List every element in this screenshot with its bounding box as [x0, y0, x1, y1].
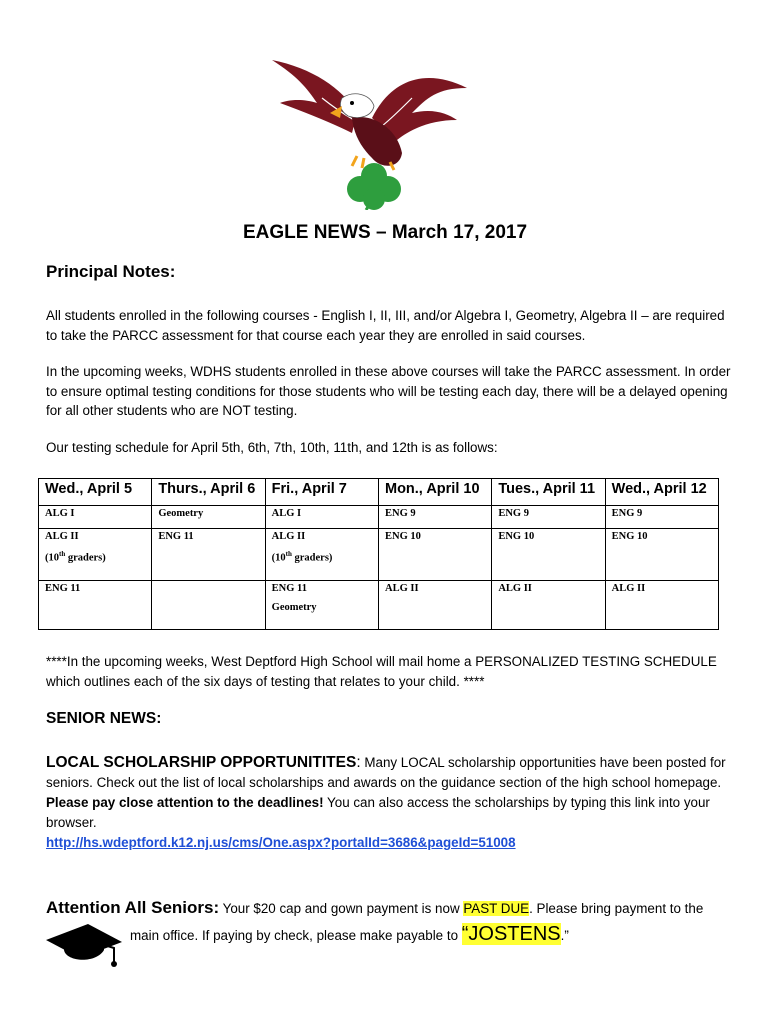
table-cell: [39, 529, 152, 580]
table-row: [39, 505, 719, 529]
cell-line: ALG II: [271, 531, 306, 543]
table-header-cell: Mon., April 10: [378, 479, 491, 506]
table-header-row: [39, 479, 719, 506]
cell-line: Geometry: [271, 601, 317, 613]
table-cell: ENG 10: [378, 529, 491, 580]
table-header-cell: Wed., April 12: [605, 479, 718, 506]
attention-line-1: Attention All Seniors: Your $20 cap and gown payment is now PAST DUE. Please bring payment to the: [46, 898, 704, 917]
testing-schedule-table: [38, 478, 719, 630]
principal-paragraph-2: In the upcoming weeks, WDHS students enrolled in these above courses will take the PARCC assessment. In order to ensure optimal testing conditions for those students who will be testing each day, there will be a delayed opening for all other students who are NOT testing.: [46, 364, 731, 418]
scholarship-link[interactable]: http://hs.wdeptford.k12.nj.us/cms/One.aspx?portalId=3686&pageId=51008: [46, 835, 516, 850]
tenth-graders-note: (10th graders): [45, 550, 106, 564]
scholarship-paragraph: LOCAL SCHOLARSHIP OPPORTUNITITES: Many LOCAL scholarship opportunities have been posted for seniors. Check out the list of local scholarships and awards on the guidance section of the high school homepage. Please pay close attention to the deadlines! You can also access the scholarships by typing this link into your browser. http://hs.wdeptford.k12.nj.us/cms/One.aspx?portalId=3686&pageId=51008: [46, 754, 726, 850]
past-due-highlight: PAST DUE: [463, 901, 530, 916]
table-cell: ENG 10: [492, 529, 605, 580]
testing-notice: ****In the upcoming weeks, West Deptford High School will mail home a PERSONALIZED TESTING SCHEDULE which outlines each of the six days of testing that relates to your child. ****: [46, 654, 717, 689]
cell-line: ENG 11: [271, 582, 307, 594]
tenth-graders-note: (10th graders): [271, 550, 333, 564]
table-cell: ENG 11: [152, 529, 265, 580]
table-cell: [265, 580, 378, 629]
table-cell: ENG 9: [605, 505, 718, 529]
table-cell: [152, 580, 265, 629]
jostens-highlight: “JOSTENS: [461, 923, 561, 945]
table-cell: ENG 11: [39, 580, 152, 629]
table-row: [39, 529, 719, 580]
attention-line-2: main office. If paying by check, please make payable to “JOSTENS.”: [130, 923, 569, 945]
table-header-cell: Thurs., April 6: [152, 479, 265, 506]
graduation-cap-icon: [44, 918, 124, 974]
table-row: [39, 580, 719, 629]
deadline-warning: Please pay close attention to the deadlines!: [46, 795, 324, 810]
table-cell: ENG 9: [378, 505, 491, 529]
table-cell: ENG 10: [605, 529, 718, 580]
table-header-cell: Tues., April 11: [492, 479, 605, 506]
principal-paragraph-1: All students enrolled in the following courses - English I, II, III, and/or Algebra I, Geometry, Algebra II – are required to take the PARCC assessment for that course each year they are enrolled in said courses.: [46, 308, 725, 343]
table-cell: ENG 9: [492, 505, 605, 529]
scholarship-title: LOCAL SCHOLARSHIP OPPORTUNITITES: [46, 754, 357, 771]
cell-line: ALG II: [45, 531, 79, 543]
attention-heading: Attention All Seniors:: [46, 898, 220, 917]
table-cell: ALG I: [265, 505, 378, 529]
principal-notes-heading: Principal Notes:: [46, 262, 176, 281]
table-cell: Geometry: [152, 505, 265, 529]
table-cell: ALG II: [378, 580, 491, 629]
testing-schedule-intro: Our testing schedule for April 5th, 6th, 7th, 10th, 11th, and 12th is as follows:: [46, 440, 498, 455]
table-header-cell: Wed., April 5: [39, 479, 152, 506]
table-cell: ALG II: [492, 580, 605, 629]
newsletter-title: EAGLE NEWS – March 17, 2017: [242, 222, 528, 243]
senior-news-heading: SENIOR NEWS:: [46, 710, 162, 727]
eagle-logo: [262, 58, 472, 210]
table-cell: ALG II: [605, 580, 718, 629]
table-cell: [265, 529, 378, 580]
table-header-cell: Fri., April 7: [265, 479, 378, 506]
table-cell: ALG I: [39, 505, 152, 529]
